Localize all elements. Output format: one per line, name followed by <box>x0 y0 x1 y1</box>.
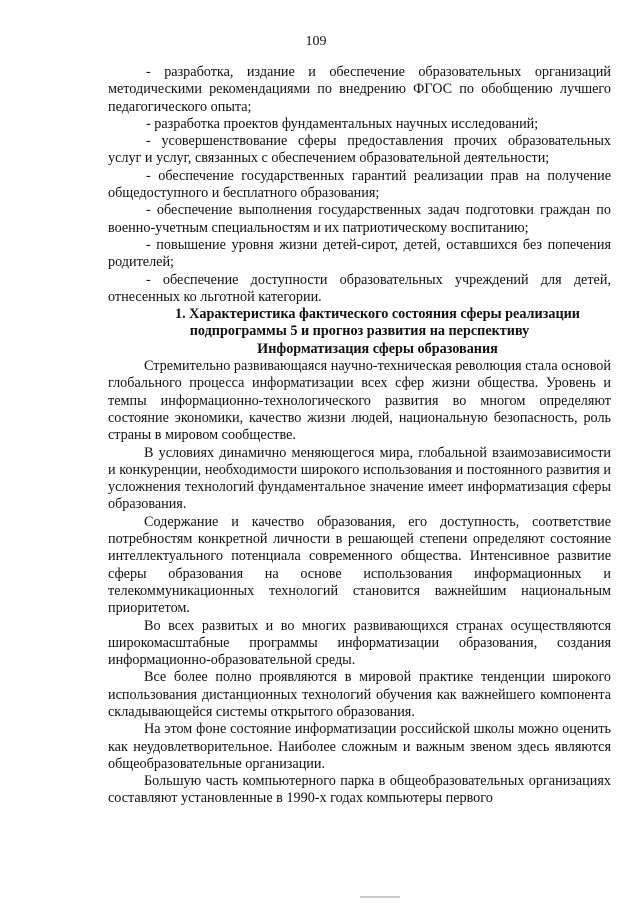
paragraph: Стремительно развивающаяся научно-техническая революция стала основой глобального процесса информатизации всех сфер жизни общества. Уровень и темпы информационно-технологического развития во многом определяют состояние экономики, качество жизни людей, национальную безопасность, роль страны в мировом сообществе. <box>108 358 611 444</box>
paragraph: Все более полно проявляются в мировой практике тенденции широкого использования дистанционных технологий обучения как важнейшего компонента складывающейся системы открытого образования. <box>108 669 611 720</box>
paragraph: Содержание и качество образования, его доступность, соответствие потребностям конкретной личности в решающей степени определяют состояние интеллектуального потенциала современного общества. Интенсивное развитие сферы образования на основе использования информационных и телекоммуникационных технологий становится важнейшим национальным приоритетом. <box>108 513 611 617</box>
goals-list <box>108 64 611 306</box>
list-item: - обеспечение выполнения государственных задач подготовки граждан по военно-учетным специальностям и их патриотическому воспитанию; <box>108 202 611 236</box>
list-item: - обеспечение доступности образовательных учреждений для детей, отнесенных ко льготной категории. <box>108 271 611 305</box>
page-number: 109 <box>305 34 327 49</box>
list-item: - усовершенствование сферы предоставления прочих образовательных услуг и услуг, связанных с обеспечением образовательной деятельности; <box>108 133 611 167</box>
paragraph: Во всех развитых и во многих развивающихся странах осуществляются широкомасштабные программы информатизации образования, создания информационно-образовательной среды. <box>108 617 611 669</box>
paragraph: Большую часть компьютерного парка в общеобразовательных организациях составляют установленные в 1990-х годах компьютеры первого <box>108 773 611 807</box>
subsection-title: Информатизация сферы образования <box>257 340 498 357</box>
paragraph: В условиях динамично меняющегося мира, глобальной взаимозависимости и конкуренции, необходимости широкого использования и постоянного развития и усложнения технологий фундаментальное значение имеет информатизация сферы образования. <box>108 444 611 513</box>
paragraph: На этом фоне состояние информатизации российской школы можно оценить как неудовлетворительное. Наиболее сложным и важным звеном здесь являются общеобразовательные организации. <box>108 721 611 772</box>
scan-artifact <box>360 896 400 898</box>
list-item: - разработка, издание и обеспечение образовательных организаций методическими рекомендациями по внедрению ФГОС по обобщению лучшего педагогического опыта; <box>108 64 611 115</box>
list-item: - повышение уровня жизни детей-сирот, детей, оставшихся без попечения родителей; <box>108 236 611 271</box>
list-item: - разработка проектов фундаментальных научных исследований; <box>146 115 539 132</box>
list-item: - обеспечение государственных гарантий реализации прав на получение общедоступного и бесплатного образования; <box>108 167 611 202</box>
section-title: 1. Характеристика фактического состояния сферы реализации подпрограммы 5 и прогноз развития на перспективу <box>174 306 580 340</box>
page-content <box>108 64 611 808</box>
